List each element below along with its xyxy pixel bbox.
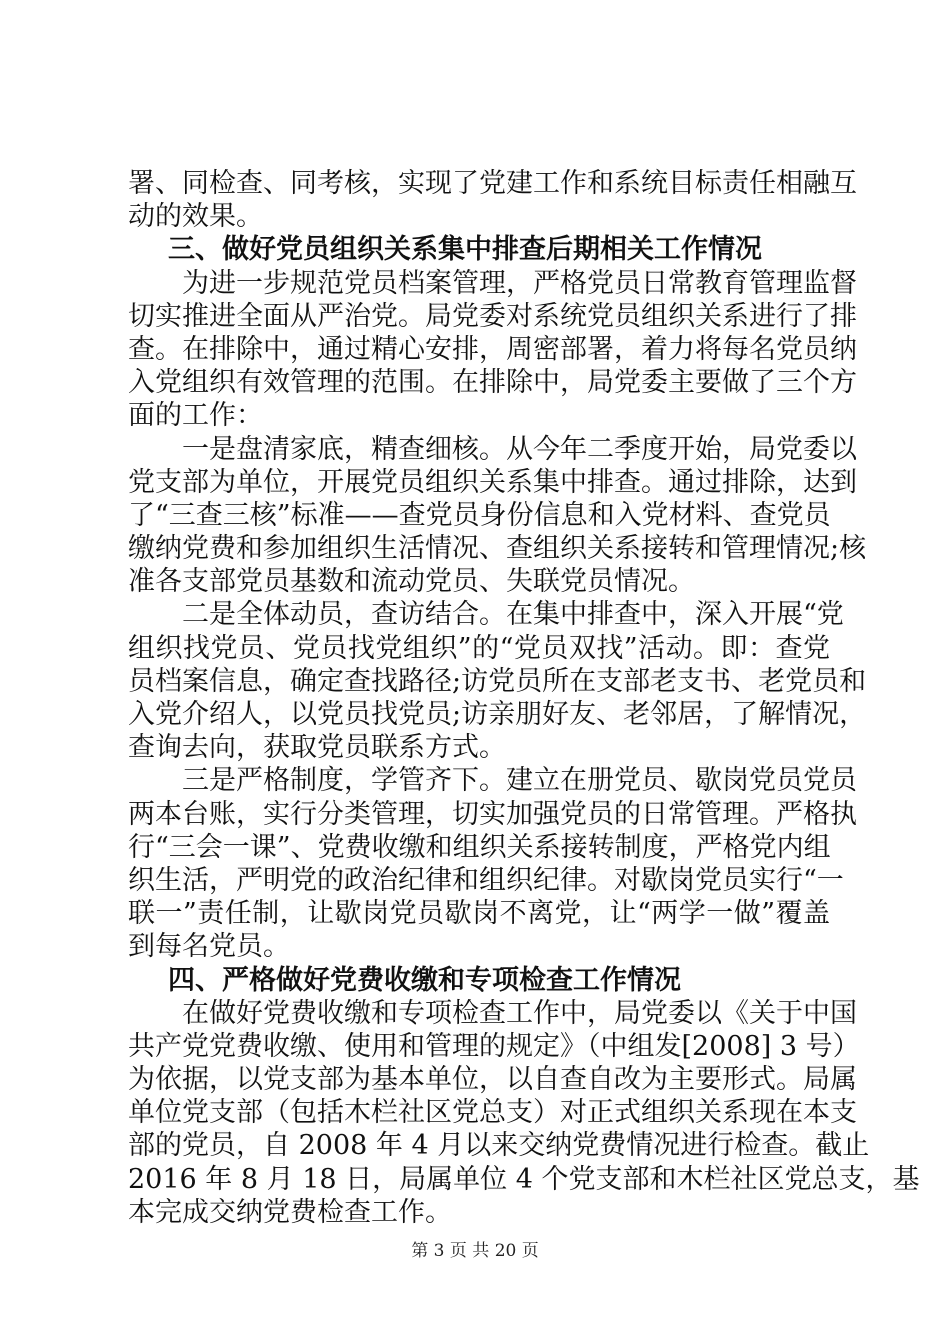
- paragraph-line: 查。在排除中，通过精心安排，周密部署，着力将每名党员纳: [128, 333, 857, 365]
- paragraph-line: 准各支部党员基数和流动党员、失联党员情况。: [128, 566, 695, 598]
- paragraph-line: 缴纳党费和参加组织生活情况、查组织关系接转和管理情况;核: [128, 533, 867, 565]
- paragraph-line: 一是盘清家底，精查细核。从今年二季度开始，局党委以: [182, 433, 857, 465]
- paragraph-line: 查询去向，获取党员联系方式。: [128, 732, 506, 764]
- paragraph-line: 为进一步规范党员档案管理，严格党员日常教育管理监督: [182, 267, 857, 299]
- paragraph-line: 为依据，以党支部为基本单位，以自查自改为主要形式。局属: [128, 1064, 857, 1096]
- paragraph-line: 切实推进全面从严治党。局党委对系统党员组织关系进行了排: [128, 300, 857, 332]
- paragraph-line: 入党介绍人，以党员找党员;访亲朋好友、老邻居，了解情况，: [128, 699, 867, 730]
- paragraph-line: 入党组织有效管理的范围。在排除中，局党委主要做了三个方: [128, 367, 857, 399]
- paragraph-line: 在做好党费收缴和专项检查工作中，局党委以《关于中国: [182, 997, 857, 1029]
- paragraph-line: 三是严格制度，学管齐下。建立在册党员、歇岗党员党员: [182, 765, 857, 797]
- paragraph-line: 共产党党费收缴、使用和管理的规定》（中组发[2008] 3 号）: [128, 1030, 860, 1062]
- paragraph-line: 部的党员，自 2008 年 4 月以来交纳党费情况进行检查。截止: [128, 1130, 870, 1162]
- section-heading-4: 四、严格做好党费收缴和专项检查工作情况: [168, 964, 681, 996]
- paragraph-line: 了“三查三核”标准——查党员身份信息和入党材料、查党员: [128, 499, 831, 531]
- paragraph-line: 署、同检查、同考核，实现了党建工作和系统目标责任相融互: [128, 168, 857, 199]
- paragraph-line: 组织找党员、党员找党组织”的“党员双找”活动。即：查党: [128, 632, 830, 664]
- paragraph-line: 织生活，严明党的政治纪律和组织纪律。对歇岗党员实行“一: [128, 864, 844, 896]
- paragraph-line: 动的效果。: [128, 201, 263, 233]
- paragraph-line: 面的工作：: [128, 400, 263, 432]
- paragraph-line: 联一”责任制，让歇岗党员歇岗不离党，让“两学一做”覆盖: [128, 898, 830, 930]
- paragraph-line: 二是全体动员，查访结合。在集中排查中，深入开展“党: [182, 599, 844, 631]
- paragraph-line: 到每名党员。: [128, 931, 290, 963]
- page-number-footer: 第 3 页 共 20 页: [411, 1241, 539, 1261]
- paragraph-line: 2016 年 8 月 18 日，局属单位 4 个党支部和木栏社区党总支，基: [128, 1163, 920, 1195]
- paragraph-line: 党支部为单位，开展党员组织关系集中排查。通过排除，达到: [128, 466, 857, 498]
- document-body: [128, 167, 920, 1229]
- paragraph-line: 单位党支部（包括木栏社区党总支）对正式组织关系现在本支: [128, 1097, 857, 1129]
- paragraph-line: 两本台账，实行分类管理，切实加强党员的日常管理。严格执: [128, 798, 857, 830]
- paragraph-line: 本完成交纳党费检查工作。: [128, 1196, 452, 1228]
- paragraph-line: 行“三会一课”、党费收缴和组织关系接转制度，严格党内组: [128, 831, 831, 863]
- section-heading-3: 三、做好党员组织关系集中排查后期相关工作情况: [168, 234, 762, 266]
- paragraph-line: 员档案信息，确定查找路径;访党员所在支部老支书、老党员和: [128, 665, 867, 697]
